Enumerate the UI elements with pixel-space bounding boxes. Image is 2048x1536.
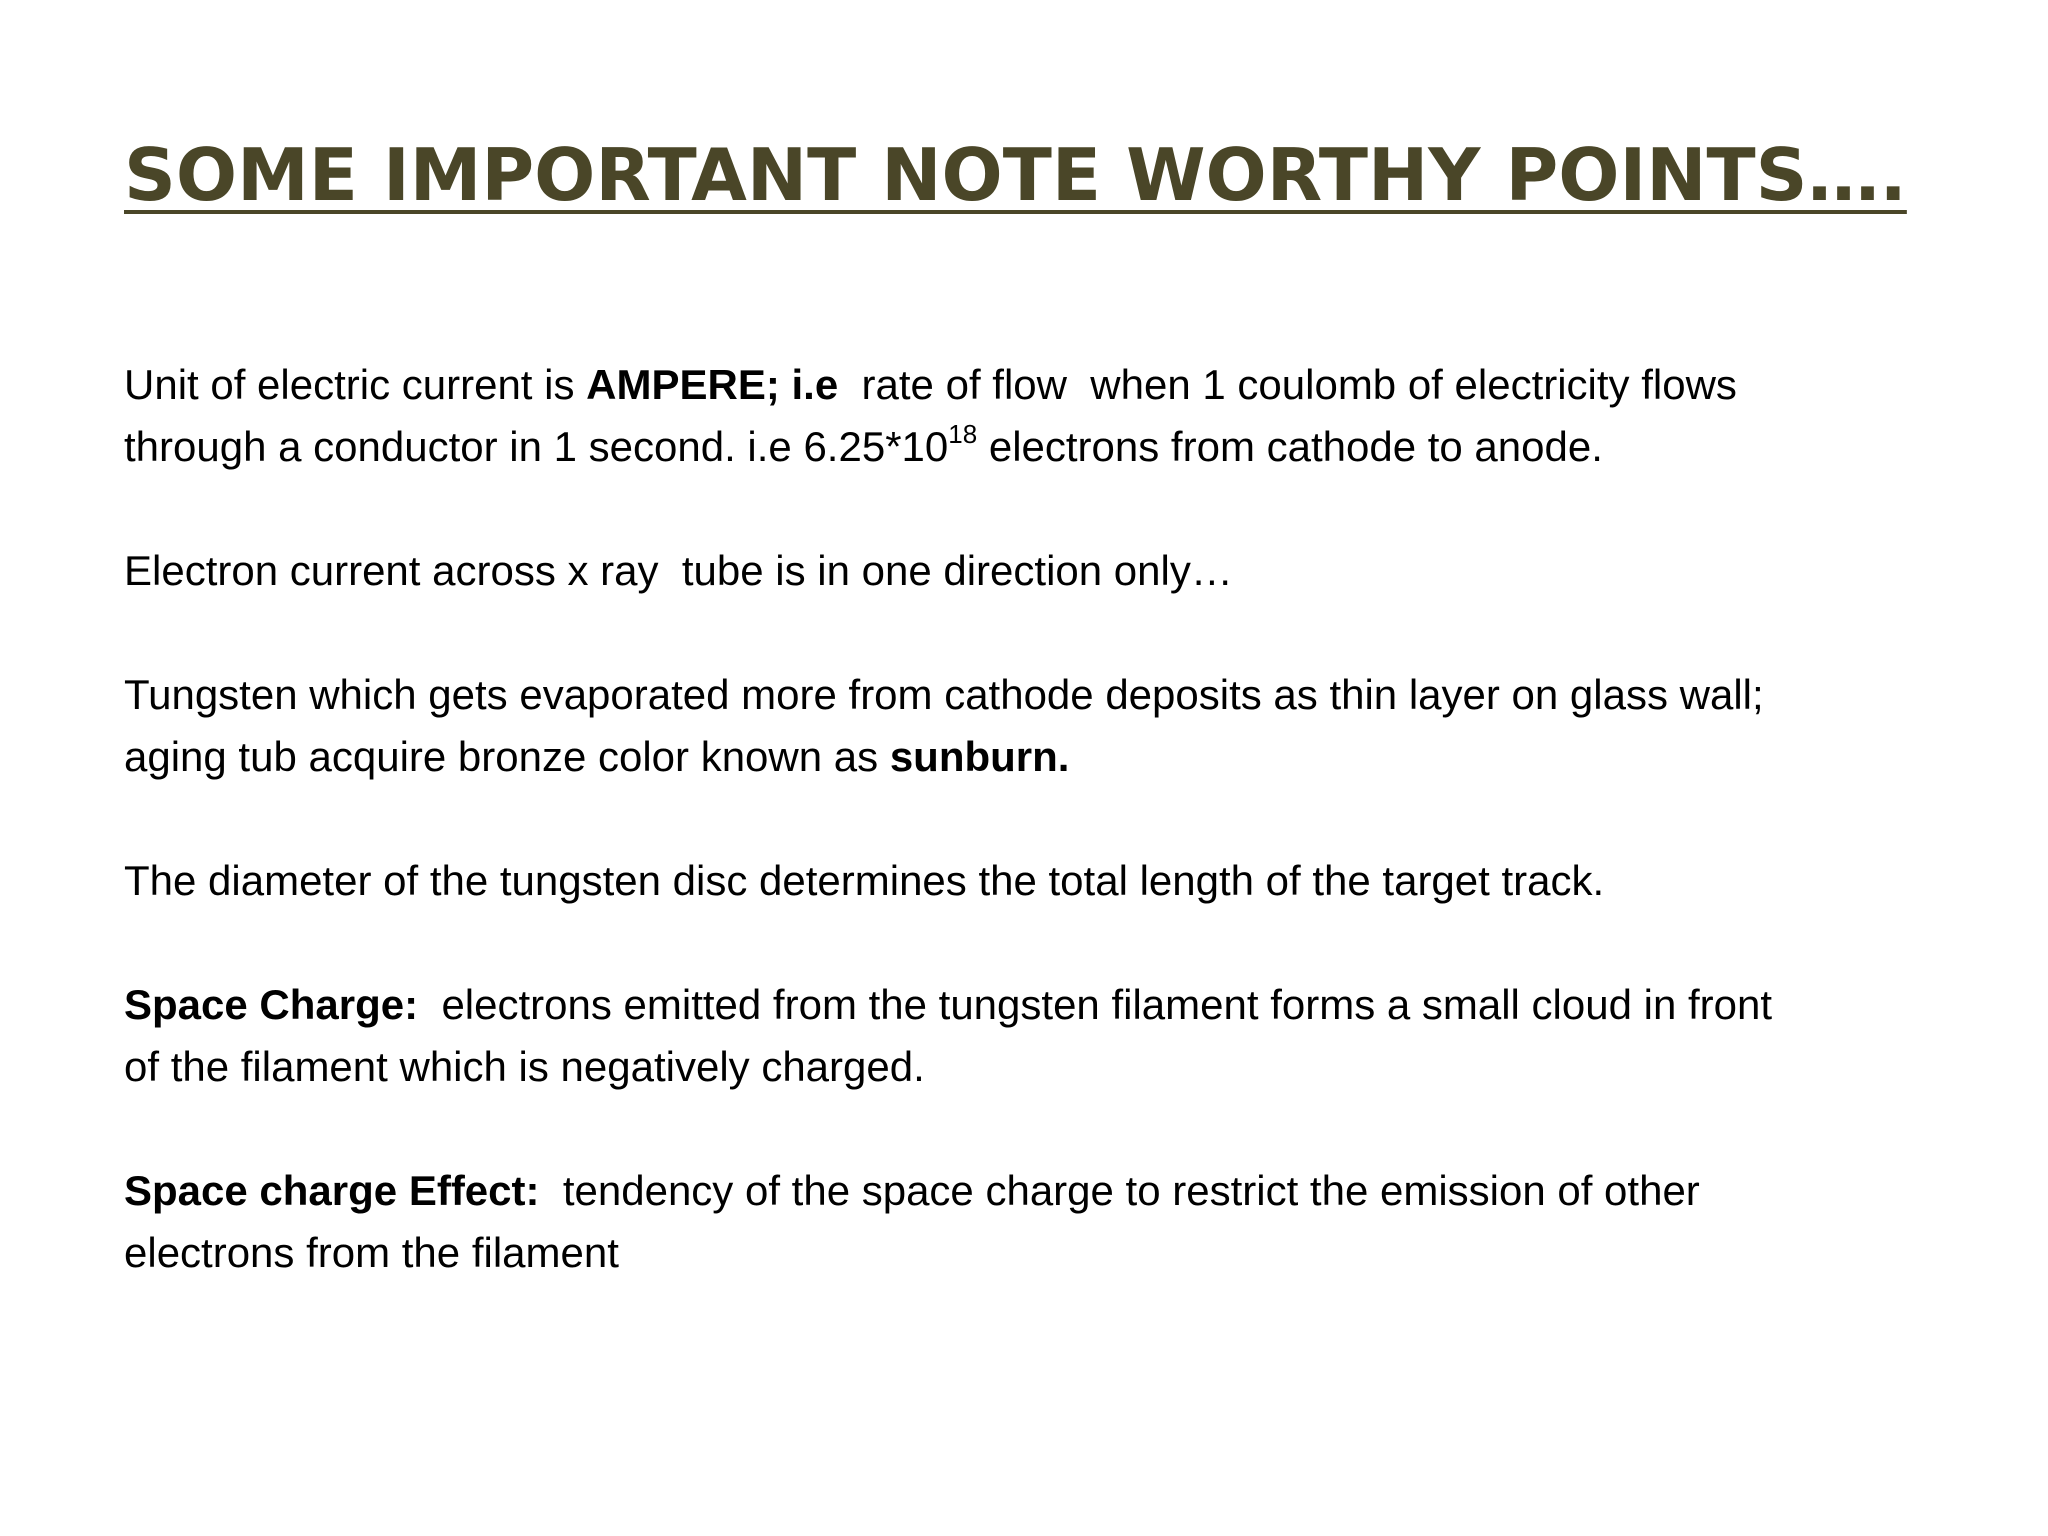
- slide-body: [124, 354, 2004, 1346]
- bold-term-space-charge: Space Charge:: [124, 981, 419, 1028]
- paragraph-space-charge-effect: [124, 1160, 2004, 1284]
- paragraph-tungsten-disc: [124, 850, 2004, 912]
- paragraph-line: Tungsten which gets evaporated more from cathode deposits as thin layer on glass wall;: [124, 671, 1764, 718]
- superscript-exponent: 18: [948, 419, 978, 449]
- text-run: through a conductor in 1 second. i.e 6.25*10: [124, 423, 949, 470]
- paragraph-line: The diameter of the tungsten disc determines the total length of the target track.: [124, 857, 1605, 904]
- paragraph-line: [124, 1160, 2004, 1222]
- paragraph-line: [124, 416, 2004, 478]
- paragraph-ampere: [124, 354, 2004, 478]
- bold-term-space-charge-effect: Space charge Effect:: [124, 1167, 540, 1214]
- text-run: electrons emitted from the tungsten filament forms a small cloud in front: [418, 981, 1773, 1028]
- text-run: aging tub acquire bronze color known as: [124, 733, 890, 780]
- paragraph-line: of the filament which is negatively charged.: [124, 1043, 925, 1090]
- text-run: Unit of electric current is: [124, 361, 587, 408]
- paragraph-space-charge: [124, 974, 2004, 1098]
- bold-term-ampere: AMPERE; i.e: [586, 361, 839, 408]
- paragraph-line: [124, 974, 2004, 1036]
- paragraph-line: [124, 354, 2004, 416]
- text-run: tendency of the space charge to restrict the emission of other: [539, 1167, 1700, 1214]
- text-run: rate of flow when 1 coulomb of electricity flows: [838, 361, 1737, 408]
- paragraph-line: [124, 726, 2004, 788]
- paragraph-electron-current: [124, 540, 2004, 602]
- paragraph-line: Electron current across x ray tube is in one direction only…: [124, 547, 1233, 594]
- paragraph-line: electrons from the filament: [124, 1229, 619, 1276]
- slide-title: SOME IMPORTANT NOTE WORTHY POINTS….: [124, 133, 1907, 217]
- bold-term-sunburn: sunburn.: [889, 733, 1070, 780]
- text-run: electrons from cathode to anode.: [977, 423, 1603, 470]
- paragraph-tungsten-sunburn: [124, 664, 2004, 788]
